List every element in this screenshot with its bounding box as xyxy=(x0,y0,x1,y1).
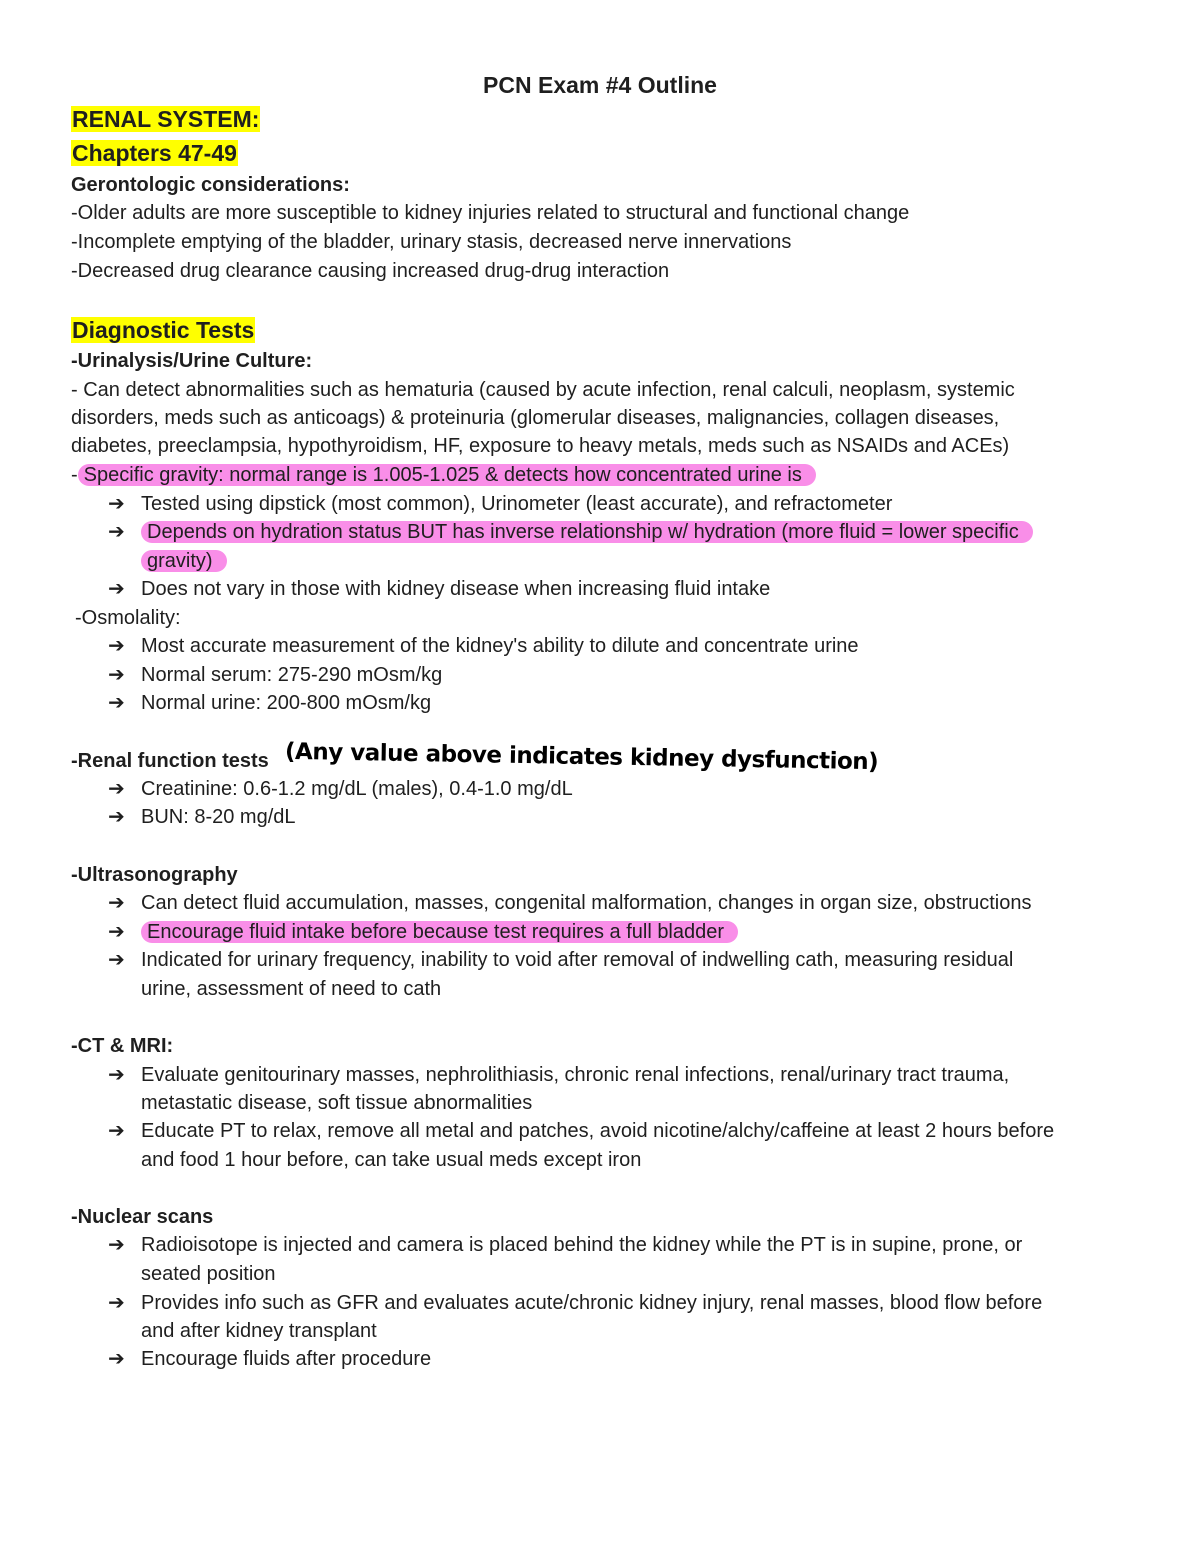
arrow-bullet-icon: ➔ xyxy=(108,1064,125,1086)
renal-system-heading: RENAL SYSTEM: xyxy=(72,106,260,132)
urinalysis-text: disorders, meds such as anticoags) & proteinuria (glomerular diseases, malignancies, collagen diseases, xyxy=(71,407,1000,429)
bullet-item: Can detect fluid accumulation, masses, congenital malformation, changes in organ size, obstructions xyxy=(141,892,1032,914)
bullet-item: metastatic disease, soft tissue abnormalities xyxy=(141,1092,533,1114)
bullet-item: Evaluate genitourinary masses, nephrolithiasis, chronic renal infections, renal/urinary tract trauma, xyxy=(141,1064,1010,1086)
bullet-item: Normal urine: 200-800 mOsm/kg xyxy=(141,692,432,714)
bullet-item: Educate PT to relax, remove all metal and patches, avoid nicotine/alchy/caffeine at least 2 hours before xyxy=(141,1120,1055,1142)
gerontologic-heading: Gerontologic considerations: xyxy=(71,174,350,196)
arrow-bullet-icon: ➔ xyxy=(108,1120,125,1142)
arrow-bullet-icon: ➔ xyxy=(108,1348,125,1370)
bullet-item: seated position xyxy=(141,1263,276,1285)
bullet-item-highlight: Depends on hydration status BUT has inverse relationship w/ hydration (more fluid = lower specific xyxy=(141,518,1033,546)
nuclear-scans-heading: -Nuclear scans xyxy=(71,1206,214,1228)
arrow-bullet-icon: ➔ xyxy=(108,635,125,657)
bullet-item: Creatinine: 0.6-1.2 mg/dL (males), 0.4-1.0 mg/dL xyxy=(141,778,573,800)
arrow-bullet-icon: ➔ xyxy=(108,949,125,971)
bullet-item: Tested using dipstick (most common), Urinometer (least accurate), and refractometer xyxy=(141,493,893,515)
arrow-bullet-icon: ➔ xyxy=(108,778,125,800)
arrow-bullet-icon: ➔ xyxy=(108,664,125,686)
arrow-bullet-icon: ➔ xyxy=(108,921,125,943)
urinalysis-text: - Can detect abnormalities such as hematuria (caused by acute infection, renal calculi, neoplasm, systemic xyxy=(71,379,1015,401)
bullet-item: Encourage fluids after procedure xyxy=(141,1348,432,1370)
arrow-bullet-icon: ➔ xyxy=(108,892,125,914)
bullet-item: BUN: 8-20 mg/dL xyxy=(141,806,296,828)
bullet-item: Does not vary in those with kidney disease when increasing fluid intake xyxy=(141,578,771,600)
arrow-bullet-icon: ➔ xyxy=(108,1292,125,1314)
arrow-bullet-icon: ➔ xyxy=(108,1234,125,1256)
arrow-bullet-icon: ➔ xyxy=(108,578,125,600)
chapters-heading: Chapters 47-49 xyxy=(72,140,237,166)
bullet-item: Normal serum: 275-290 mOsm/kg xyxy=(141,664,443,686)
arrow-bullet-icon: ➔ xyxy=(108,493,125,515)
ct-mri-heading: -CT & MRI: xyxy=(71,1035,174,1057)
diagnostic-tests-heading: Diagnostic Tests xyxy=(72,317,255,343)
bullet-item: Indicated for urinary frequency, inability to void after removal of indwelling cath, measuring residual xyxy=(141,949,1014,971)
bullet-item: urine, assessment of need to cath xyxy=(141,978,442,1000)
geronto-item: -Older adults are more susceptible to kidney injuries related to structural and functional change xyxy=(71,202,910,224)
bullet-item: and food 1 hour before, can take usual meds except iron xyxy=(141,1149,642,1171)
specific-gravity-highlight: Specific gravity: normal range is 1.005-1.025 & detects how concentrated urine is xyxy=(78,464,816,486)
handwritten-annotation: (Any value above indicates kidney dysfunction) xyxy=(284,738,879,776)
bullet-item: and after kidney transplant xyxy=(141,1320,377,1342)
bullet-item: Provides info such as GFR and evaluates acute/chronic kidney injury, renal masses, blood flow before xyxy=(141,1292,1043,1314)
geronto-item: -Incomplete emptying of the bladder, urinary stasis, decreased nerve innervations xyxy=(71,231,792,253)
arrow-bullet-icon: ➔ xyxy=(108,692,125,714)
arrow-bullet-icon: ➔ xyxy=(108,806,125,828)
specific-gravity-line: - Specific gravity: normal range is 1.005-1.025 & detects how concentrated urine is xyxy=(71,461,816,489)
bullet-item-highlight: gravity) xyxy=(141,547,227,575)
renal-function-heading: -Renal function tests xyxy=(71,750,269,772)
urinalysis-heading: -Urinalysis/Urine Culture: xyxy=(71,350,313,372)
osmolality-heading: -Osmolality: xyxy=(75,607,181,629)
ultrasonography-heading: -Ultrasonography xyxy=(71,864,238,886)
bullet-item: Radioisotope is injected and camera is placed behind the kidney while the PT is in supine, prone, or xyxy=(141,1234,1023,1256)
arrow-bullet-icon: ➔ xyxy=(108,521,125,543)
urinalysis-text: diabetes, preeclampsia, hypothyroidism, HF, exposure to heavy metals, meds such as NSAIDs and ACEs) xyxy=(71,435,1010,457)
bullet-item-highlight: Encourage fluid intake before because test requires a full bladder xyxy=(141,918,738,946)
page-title: PCN Exam #4 Outline xyxy=(483,72,717,98)
bullet-item: Most accurate measurement of the kidney's ability to dilute and concentrate urine xyxy=(141,635,859,657)
geronto-item: -Decreased drug clearance causing increased drug-drug interaction xyxy=(71,260,670,282)
